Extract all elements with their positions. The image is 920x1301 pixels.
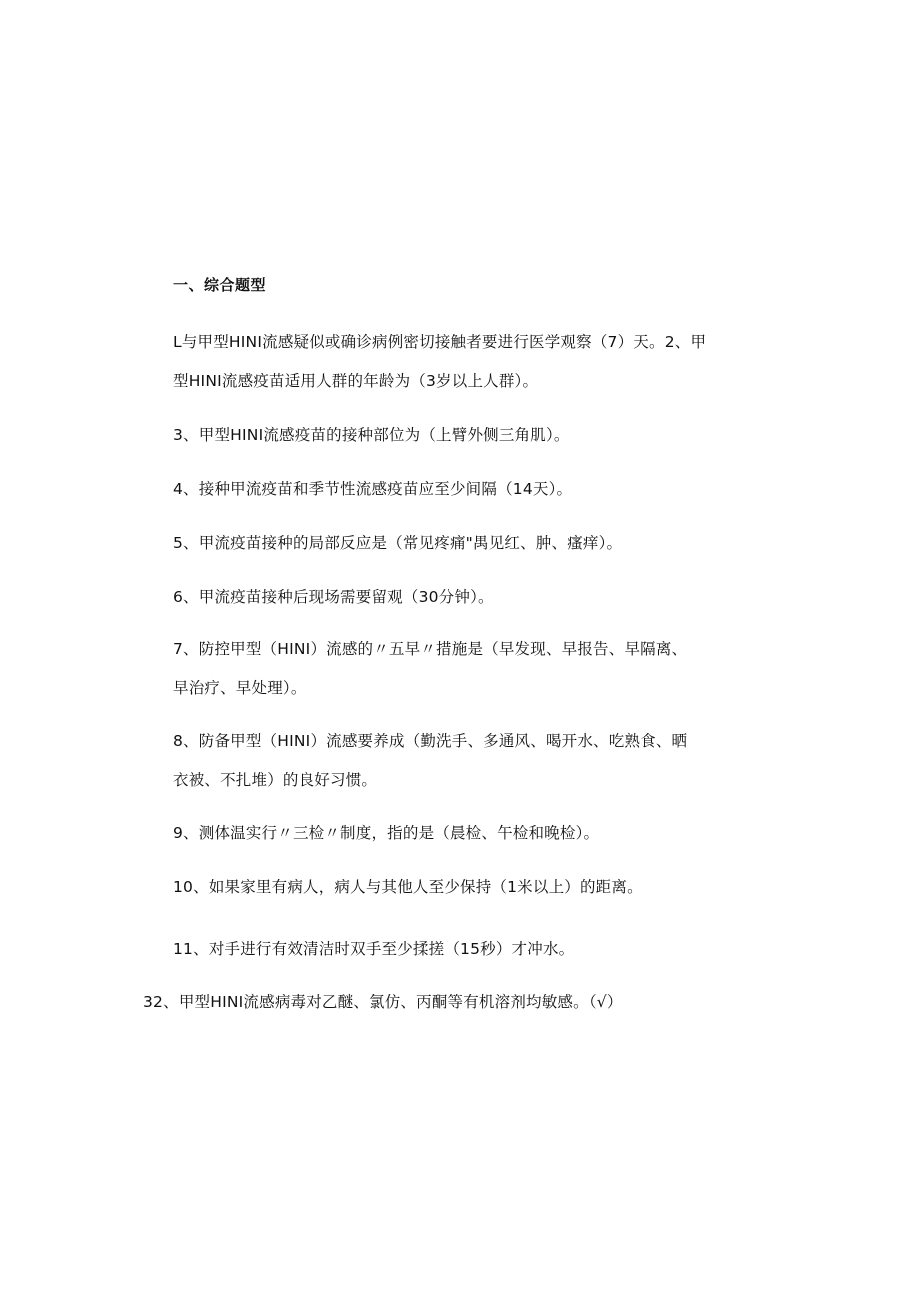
item-10: 10、如果家里有病人，病人与其他人至少保持（1米以上）的距离。 <box>173 878 643 896</box>
item-3: 3、甲型HINI流感疫苗的接种部位为（上臂外侧三角肌）。 <box>173 426 570 444</box>
item-7-line-1: 7、防控甲型（HINI）流感的〃五早〃措施是（早发现、早报告、早隔离、 <box>173 640 688 658</box>
item-2-line-2: 型HINI流感疫苗适用人群的年龄为（3岁以上人群）。 <box>173 372 539 390</box>
item-4: 4、接种甲流疫苗和季节性流感疫苗应至少间隔（14天）。 <box>173 480 573 498</box>
item-1-line-1: L与甲型HINI流感疑似或确诊病例密切接触者要进行医学观察（7）天。2、甲 <box>173 333 707 351</box>
item-6: 6、甲流疫苗接种后现场需要留观（30分钟）。 <box>173 588 494 606</box>
item-11: 11、对手进行有效清洁时双手至少揉搓（15秒）才冲水。 <box>173 940 575 958</box>
item-7-line-2: 早治疗、早处理）。 <box>173 679 307 697</box>
item-32: 32、甲型HINI流感病毒对乙醚、氯仿、丙酮等有机溶剂均敏感。（√） <box>143 993 623 1011</box>
item-5: 5、甲流疫苗接种的局部反应是（常见疼痛"禺见红、肿、瘙痒）。 <box>173 534 623 552</box>
item-9: 9、测体温实行〃三检〃制度，指的是（晨检、午检和晚检）。 <box>173 824 600 842</box>
section-heading: 一、综合题型 <box>173 276 267 294</box>
item-8-line-1: 8、防备甲型（HINI）流感要养成（勤洗手、多通风、喝开水、吃熟食、晒 <box>173 732 688 750</box>
item-8-line-2: 衣被、不扎堆）的良好习惯。 <box>173 771 378 789</box>
